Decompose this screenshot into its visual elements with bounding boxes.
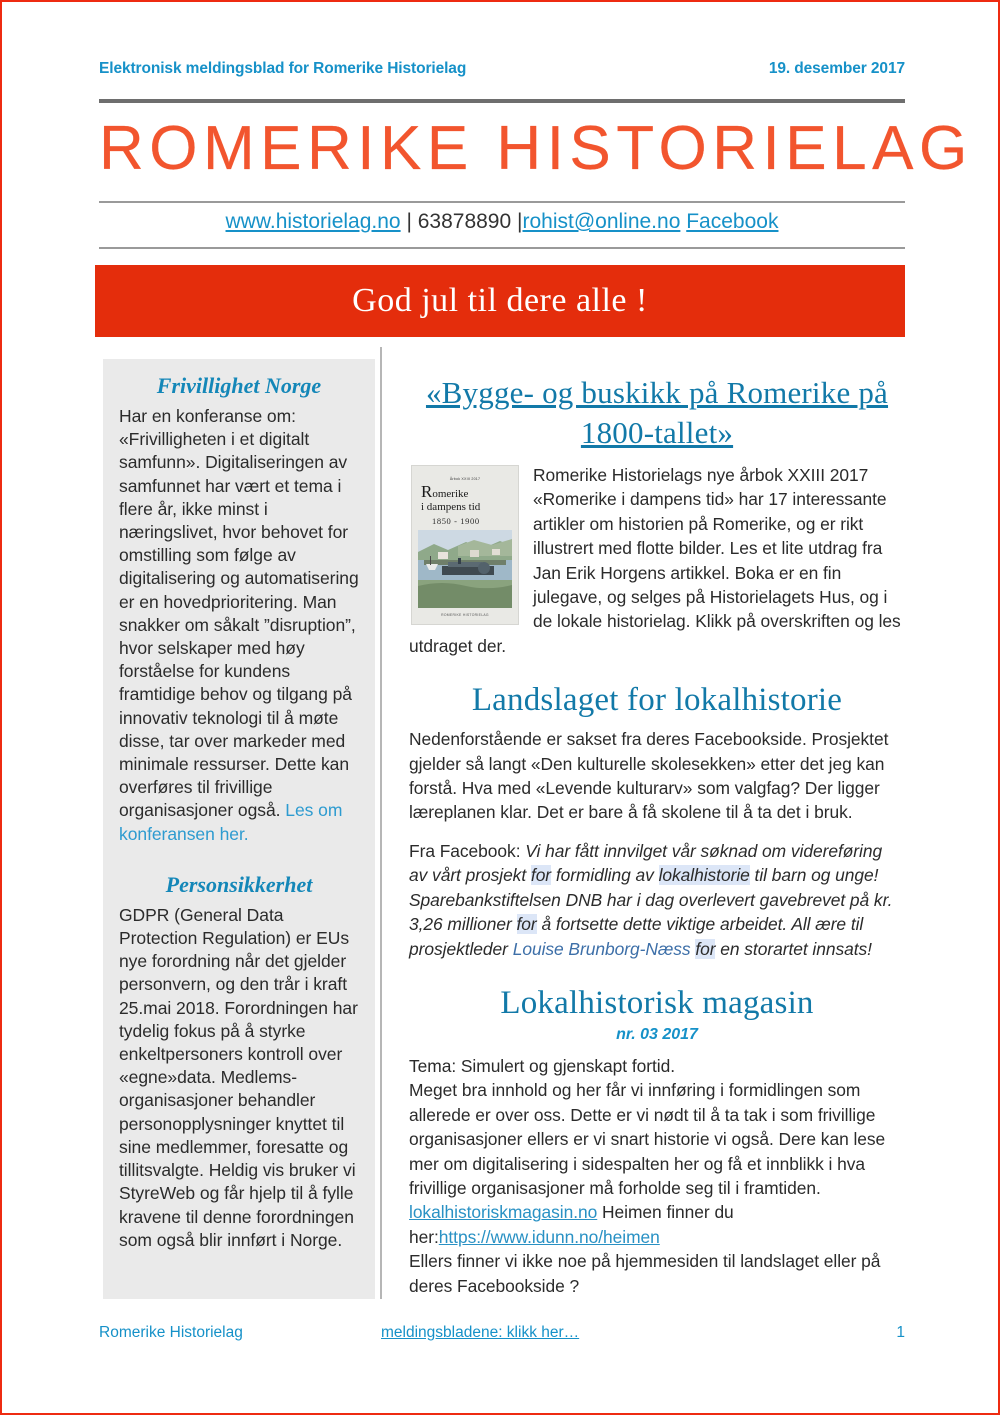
greeting-banner <box>95 265 905 337</box>
quote-lead-label: Fra Facebook: <box>409 840 526 861</box>
quote-part-1: Vi har fått innvilget vår søknad om videreføring av vårt prosjekt <box>409 840 883 886</box>
linkbar-bottom-divider <box>99 247 905 249</box>
book-cover-title-initial: R <box>421 482 433 501</box>
linkbar-separator-1: | <box>400 210 418 233</box>
heading-landslaget: Landslaget for lokalhistorie <box>471 682 843 719</box>
meldingsbladene-link[interactable]: meldingsbladene: klikk her… <box>381 1324 580 1341</box>
sidebar-paragraph-personsikkerhet: GDPR (General Data Protection Regulation) er EUs nye forordning når det gjelder personvern, og den trår i kraft 25.mai 2018. Forordningen har tydelig fokus på å styrke enkeltpersoners kontroll over «egne»data. Medlems-organisasjoner behandler personopplysninger knyttet til sine medlemmer, foresatte og tillitsvalgte. Heldig vis bruker vi StyreWeb og får hjelp til å fylle kravene til denne forordningen som også blir innført i Norge. <box>119 904 358 1250</box>
phone-number: 63878890 <box>417 210 512 233</box>
quote-highlight-1: for <box>530 865 552 886</box>
footer-organization: Romerike Historielag <box>99 1324 243 1341</box>
subheading-magasin-issue: nr. 03 2017 <box>616 1025 698 1043</box>
contact-linkbar <box>99 210 905 234</box>
header-divider <box>99 99 905 103</box>
email-link[interactable]: rohist@online.no <box>522 210 681 233</box>
column-divider <box>380 347 382 1299</box>
quote-part-2: formidling av <box>551 865 659 886</box>
magasin-body <box>409 1078 905 1298</box>
greeting-banner-text: God jul til dere alle ! <box>352 282 648 319</box>
main-column <box>409 359 905 1298</box>
sidebar-panel <box>103 359 375 1299</box>
book-cover-publisher: ROMERIKE HISTORIELAG <box>441 613 489 617</box>
sidebar-frivillighet-text: Har en konferanse om: «Frivilligheten i et digitalt samfunn». Digitaliseringen av samfunnet har vært et tema i flere år, ikke minst i næringslivet, hvor behovet for omstilling som følge av digitalisering og automatisering er en hovedprioritering. Man snakker om såkalt ”disruption”, hvor selskaper med høy forståelse for kundens framtidige behov og tilgang på innovativ teknologi til å møte disse, tar over markeder med minimale ressurser. Dette kan overføres til frivillige organisasjoner også. <box>119 406 359 821</box>
page-inner <box>99 2 973 1415</box>
book-cover-years: 1850 - 1900 <box>432 516 480 526</box>
facebook-link[interactable]: Facebook <box>686 210 779 233</box>
quote-part-4: å fortsette dette viktige arbeidet. All ære til prosjektleder <box>409 914 864 959</box>
linkbar-top-divider <box>99 201 905 203</box>
sidebar-heading-frivillighet-norge: Frivillighet Norge <box>156 373 322 398</box>
masthead-title: ROMERIKE HISTORIELAG <box>99 114 973 183</box>
book-cover-title-line2: i dampens tid <box>421 500 481 513</box>
steamboat-landscape-illustration <box>418 530 512 608</box>
heading-lokalhistorisk-magasin: Lokalhistorisk magasin <box>500 984 814 1021</box>
quote-part-6: en storartet innsats! <box>715 938 872 959</box>
magasin-heimen-text: Heimen finner du her: <box>409 1202 734 1247</box>
article-title-bygge-og-buskikk[interactable]: «Bygge- og buskikk på Romerike på 1800-tallet» <box>425 375 889 450</box>
book-cover-title <box>421 482 513 513</box>
book-cover-series-label: Årbok XXIII 2017 <box>449 477 481 481</box>
book-cover-artwork <box>418 530 512 608</box>
header-date: 19. desember 2017 <box>768 60 905 77</box>
lokalhistoriskmagasin-link[interactable]: lokalhistoriskmagasin.no <box>409 1202 598 1223</box>
header-publication-label: Elektronisk meldingsblad for Romerike Historielag <box>99 60 467 77</box>
sidebar-heading-personsikkerhet: Personsikkerhet <box>165 871 313 897</box>
book-cover-title-rest: omerike <box>432 488 469 500</box>
magasin-closing-text: Ellers finner vi ikke noe på hjemmesiden til landslaget eller på deres Facebookside ? <box>409 1251 881 1296</box>
quote-highlight-2: lokalhistorie <box>658 865 750 886</box>
konferanse-link[interactable]: Les om konferansen her. <box>119 800 343 844</box>
article-body-landslaget: Nedenforstående er sakset fra deres Facebookside. Prosjektet gjelder så langt «Den kulturelle skolesekken» etter det jeg kan forstå. Hva med «Levende kulturarv» som valgfag? Der ligger læreplanen klar. Det er bare å få skolene til å ta det i bruk. <box>409 729 889 823</box>
quote-part-3: til barn og unge! Sparebankstiftelsen DNB har i dag overlevert gavebrevet på kr. 3,26 millioner <box>409 865 893 935</box>
book-cover-image <box>411 465 519 625</box>
website-link[interactable]: www.historielag.no <box>225 210 401 233</box>
linkbar-separator-2: | <box>511 210 523 233</box>
quote-highlight-4: for <box>695 938 716 959</box>
quote-highlight-3: for <box>516 914 537 935</box>
idunn-heimen-link[interactable]: https://www.idunn.no/heimen <box>438 1226 660 1247</box>
facebook-quote <box>409 839 905 961</box>
book-article-block <box>409 463 905 658</box>
quote-mention-louise-brunborg-naess[interactable]: Louise Brunborg-Næss <box>512 938 691 959</box>
footer-archive <box>369 1324 865 1342</box>
magasin-theme-line: Tema: Simulert og gjenskapt fortid. <box>409 1055 675 1076</box>
footer-page-number: 1 <box>896 1324 905 1341</box>
page-footer <box>99 1324 905 1342</box>
sidebar-paragraph-frivillighet <box>119 405 359 846</box>
magasin-body-text: Meget bra innhold og her får vi innføring i formidlingen som allerede er over oss. Dette er vi nødt til å ta tak i som frivillige organisasjoner ellers er vi snart historie vi også. Dere kan lese mer om digitalisering i sidespalten her og få et innblikk i hva frivillige organisasjoner må forholde seg til i framtiden. <box>409 1080 886 1198</box>
article-body-bygge-og-buskikk: Romerike Historielags nye årbok XXIII 2017 «Romerike i dampens tid» har 17 interessante artikler om historien på Romerike, og er rikt illustrert med flotte bilder. Les et lite utdrag fra Jan Erik Horgens artikkel. Boka er en fin julegave, og selges på Historielagets Hus, og i de lokale historielag. Klikk på overskriften og les utdraget der. <box>409 465 901 656</box>
header-row <box>99 60 905 78</box>
